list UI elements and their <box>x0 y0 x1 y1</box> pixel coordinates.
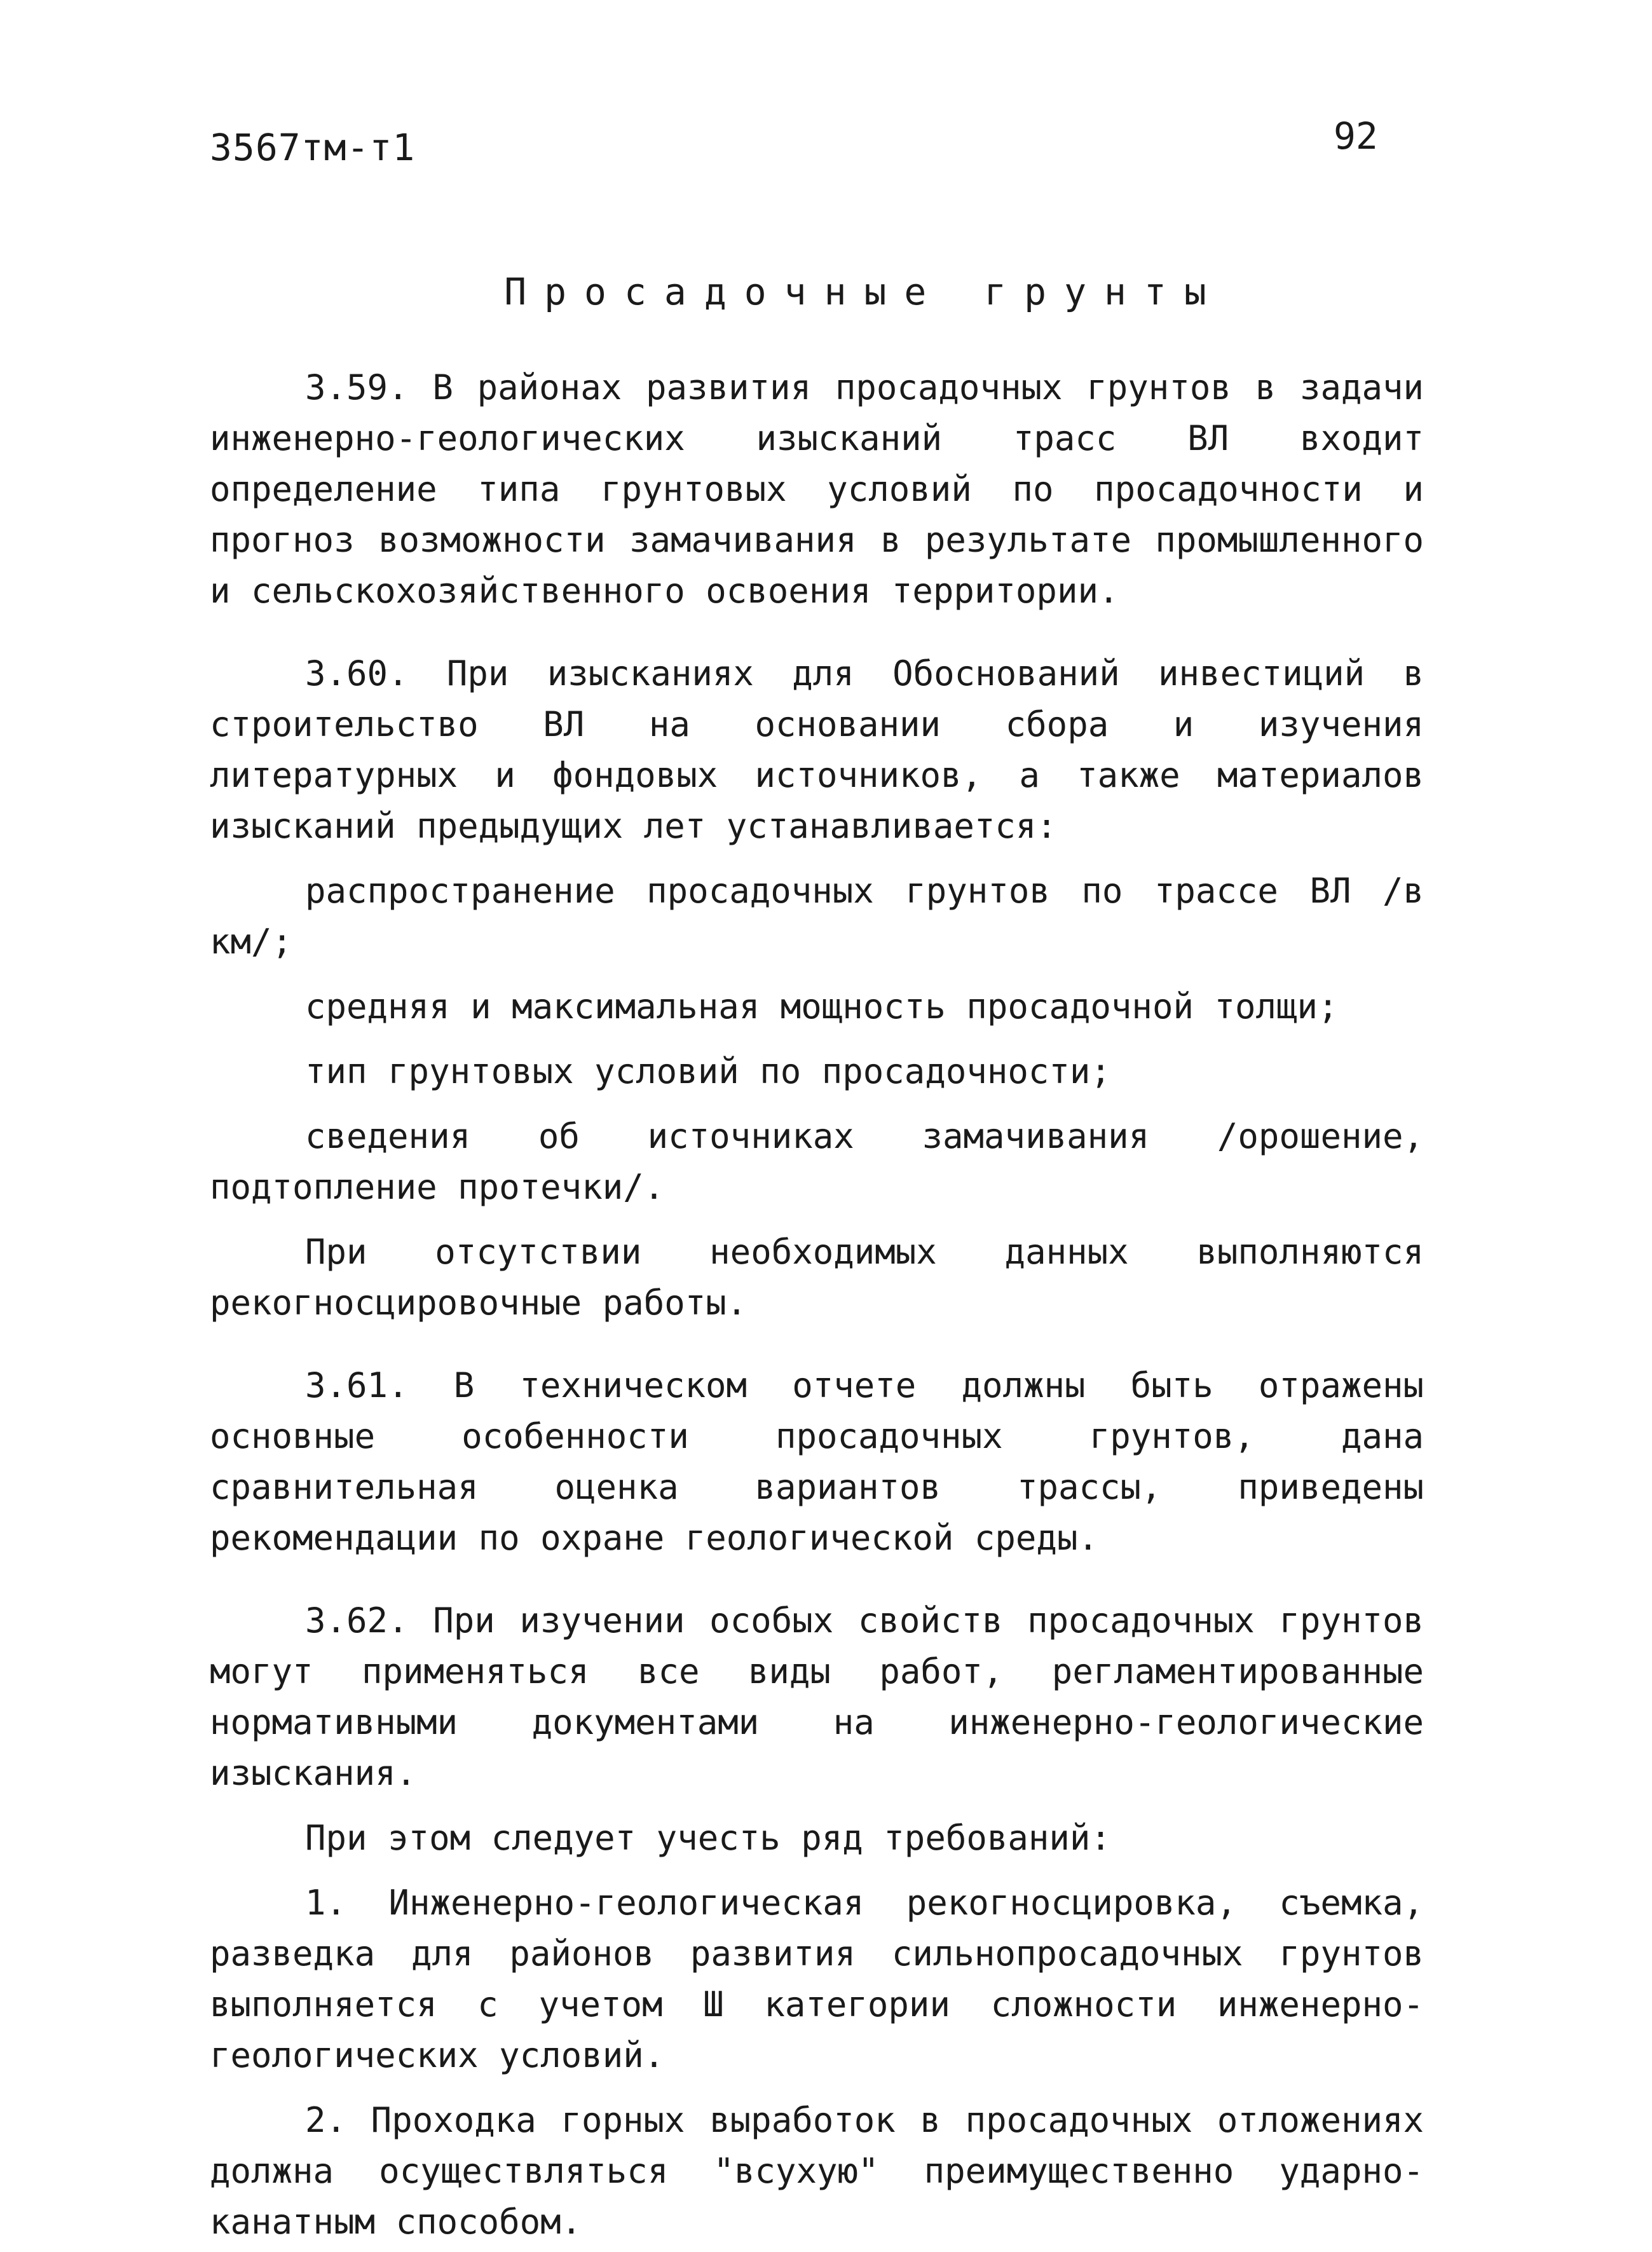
list-item: средняя и максимальная мощность просадочной толщи; <box>305 986 1339 1027</box>
paragraph-note: При отсутствии необходимых данных выполняются рекогносцировочные работы. <box>210 1232 1424 1323</box>
section-title: Просадочные грунты <box>504 270 1224 313</box>
paragraph-3-59: 3.59. В районах развития просадочных грунтов в задачи инженерно-геологических изысканий трасс ВЛ входит определение типа грунтовых условий по просадочности и прогноз возможности замачивания в результате промышленного и сельскохозяйственного освоения территории. <box>210 367 1424 611</box>
paragraph-3-60: 3.60. При изысканиях для Обоснований инвестиций в строительство ВЛ на основании сбора и изучения литературных и фондовых источников, а также материалов изысканий предыдущих лет устанавливается: <box>210 653 1424 846</box>
requirement-item: 1. Инженерно-геологическая рекогносцировка, съемка, разведка для районов развития сильнопросадочных грунтов выполняется с учетом Ш категории сложности инженерно-геологических условий. <box>210 1883 1424 2075</box>
document-code: 3567тм-т1 <box>210 126 416 169</box>
paragraph-3-62: 3.62. При изучении особых свойств просадочных грунтов могут применяться все виды работ, регламентированные нормативными документами на инженерно-геологические изыскания. <box>210 1600 1424 1793</box>
document-body <box>210 362 1424 2248</box>
requirement-item: 2. Проходка горных выработок в просадочных отложениях должна осуществляться "всухую" преимущественно ударно-канатным способом. <box>210 2100 1424 2242</box>
list-item: распространение просадочных грунтов по трассе ВЛ /в км/; <box>210 871 1424 962</box>
page-number: 92 <box>1334 114 1378 158</box>
list-item: тип грунтовых условий по просадочности; <box>305 1051 1111 1091</box>
list-item: сведения об источниках замачивания /орошение, подтопление протечки/. <box>210 1116 1424 1207</box>
paragraph-requirements-intro: При этом следует учесть ряд требований: <box>305 1818 1111 1858</box>
paragraph-3-61: 3.61. В техническом отчете должны быть отражены основные особенности просадочных грунтов, дана сравнительная оценка вариантов трассы, приведены рекомендации по охране геологической среды. <box>210 1365 1424 1558</box>
